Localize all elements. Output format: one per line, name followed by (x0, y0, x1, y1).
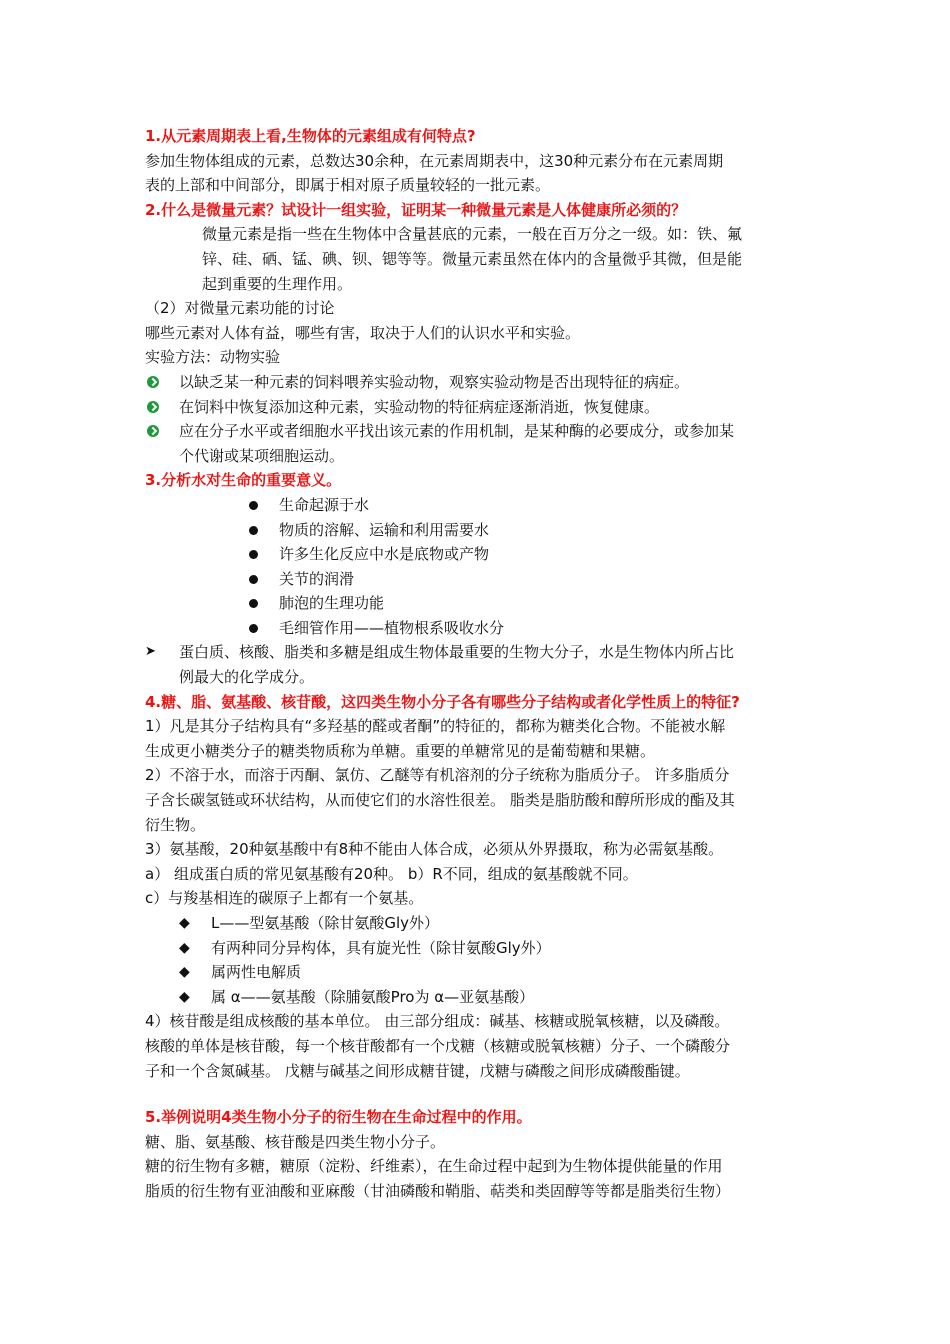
answer-line: 糖、脂、氨基酸、核苷酸是四类生物小分子。 (145, 1132, 446, 1151)
summary-continuation (145, 665, 825, 690)
black-dot-icon (249, 526, 258, 535)
step-text: 应在分子水平或者细胞水平找出该元素的作用机制，是某种酶的必要成分，或参加某 (179, 422, 735, 441)
black-dot-icon (249, 550, 258, 559)
summary-text: 蛋白质、核酸、脂类和多糖是组成生物体最重要的生物大分子，水是生物体内所占比 (179, 643, 735, 662)
nucleotide-line: 子和一个含氮碱基。 戊糖与碱基之间形成糖苷键，戊糖与磷酸之间形成磷酸酯键。 (145, 1061, 690, 1080)
black-dot-icon (249, 599, 258, 608)
amino-point (145, 960, 825, 985)
point-text: 许多生化反应中水是底物或产物 (279, 545, 490, 564)
summary-item (145, 640, 825, 665)
point-text: 关节的润滑 (279, 569, 355, 588)
answer-line: 参加生物体组成的元素，总数达30余种，在元素周期表中，这30种元素分布在元素周期 (145, 151, 724, 170)
definition-line: 微量元素是指一些在生物体中含量甚底的元素，一般在百万分之一级。如：铁、氟 (202, 225, 743, 244)
point-text: 属两性电解质 (211, 963, 302, 982)
water-point (145, 518, 825, 543)
answer-line: 脂质的衍生物有亚油酸和亚麻酸（甘油磷酸和鞘脂、萜类和类固醇等等都是脂类衍生物） (145, 1181, 731, 1200)
amino-point (145, 985, 825, 1010)
black-dot-icon (249, 501, 258, 510)
nucleotide-line: 核酸的单体是核苷酸，每一个核苷酸都有一个戊糖（核糖或脱氧核糖）分子、一个磷酸分 (145, 1036, 731, 1055)
discussion-text: 哪些元素对人体有益，哪些有害，取决于人们的认识水平和实验。 (145, 323, 581, 342)
amino-line-c: c）与羧基相连的碳原子上都有一个氨基。 (145, 889, 424, 908)
point-text: L——型氨基酸（除甘氨酸Gly外） (211, 914, 440, 932)
water-point (145, 542, 825, 567)
diamond-icon: ◆ (179, 988, 190, 1005)
answer-line: 糖的衍生物有多糖，糖原（淀粉、纤维素），在生命过程中起到为生物体提供能量的作用 (145, 1157, 723, 1176)
method-text: 实验方法：动物实验 (145, 348, 281, 367)
green-arrow-circle-icon (147, 376, 159, 388)
paragraph-gap (145, 1083, 825, 1105)
point-text: 毛细管作用——植物根系吸收水分 (279, 618, 505, 637)
diamond-icon: ◆ (179, 964, 190, 981)
answer-line: 表的上部和中间部分，即属于相对原子质量较轻的一批元素。 (145, 176, 551, 195)
point-text: 肺泡的生理功能 (279, 594, 385, 613)
question-5-title: 5.举例说明4类生物小分子的衍生物在生命过程中的作用。 (145, 1108, 532, 1127)
water-point (145, 493, 825, 518)
summary-text: 例最大的化学成分。 (179, 668, 315, 687)
amino-line-a: a） 组成蛋白质的常见氨基酸有20种。 b）R不同，组成的氨基酸就不同。 (145, 864, 638, 883)
green-arrow-circle-icon (147, 401, 159, 413)
document-body (145, 124, 825, 1204)
black-dot-icon (249, 575, 258, 584)
sugar-line: 1）凡是其分子结构具有“多羟基的醛或者酮”的特征的，都称为糖类化合物。不能被水解 (145, 717, 726, 736)
water-point (145, 567, 825, 592)
point-text: 属 α——氨基酸（除脯氨酸Pro为 α—亚氨基酸） (211, 987, 535, 1006)
water-point (145, 616, 825, 641)
lipid-line: 衍生物。 (145, 815, 206, 834)
green-arrow-circle-icon (147, 425, 159, 437)
question-1-title: 1.从元素周期表上看,生物体的元素组成有何特点? (145, 127, 476, 145)
step-text: 个代谢或某项细胞运动。 (179, 446, 345, 465)
sugar-line: 生成更小糖类分子的糖类物质称为单糖。重要的单糖常见的是葡萄糖和果糖。 (145, 741, 656, 760)
black-dot-icon (249, 624, 258, 633)
lipid-line: 2）不溶于水，而溶于丙酮、氯仿、乙醚等有机溶剂的分子统称为脂质分子。 许多脂质分 (145, 766, 730, 785)
definition-line: 锌、硅、硒、锰、碘、钡、锶等等。微量元素虽然在体内的含量微乎其微，但是能 (202, 249, 743, 268)
step-item (145, 419, 825, 444)
point-text: 生命起源于水 (279, 495, 370, 514)
question-4-title: 4.糖、脂、氨基酸、核苷酸，这四类生物小分子各有哪些分子结构或者化学性质上的特征? (145, 692, 740, 711)
point-text: 有两种同分异构体，具有旋光性（除甘氨酸Gly外） (211, 938, 551, 957)
discussion-heading: （2）对微量元素功能的讨论 (145, 299, 335, 318)
amino-point (145, 911, 825, 936)
step-item (145, 395, 825, 420)
lipid-line: 子含长碳氢链或环状结构，从而使它们的水溶性很差。 脂类是脂肪酸和醇所形成的酯及其 (145, 791, 735, 810)
amino-line: 3）氨基酸，20种氨基酸中有8种不能由人体合成，必须从外界摄取，称为必需氨基酸。 (145, 840, 724, 859)
step-text: 在饲料中恢复添加这种元素，实验动物的特征病症逐渐消逝，恢复健康。 (179, 397, 660, 416)
amino-point (145, 936, 825, 961)
diamond-icon: ◆ (179, 939, 190, 956)
step-item (145, 370, 825, 395)
diamond-icon: ◆ (179, 915, 190, 931)
question-2-title: 2.什么是微量元素？试设计一组实验，证明某一种微量元素是人体健康所必须的？ (145, 200, 687, 219)
water-point (145, 591, 825, 616)
point-text: 物质的溶解、运输和利用需要水 (279, 520, 490, 539)
step-item-continuation (145, 444, 825, 469)
question-3-title: 3.分析水对生命的重要意义。 (145, 471, 342, 490)
definition-line: 起到重要的生理作用。 (202, 274, 353, 293)
step-text: 以缺乏某一种元素的饲料喂养实验动物，观察实验动物是否出现特征的病症。 (179, 372, 690, 391)
nucleotide-line: 4）核苷酸是组成核酸的基本单位。 由三部分组成：碱基、核糖或脱氧核糖，以及磷酸。 (145, 1012, 730, 1031)
arrowhead-icon: ➤ (145, 644, 156, 660)
